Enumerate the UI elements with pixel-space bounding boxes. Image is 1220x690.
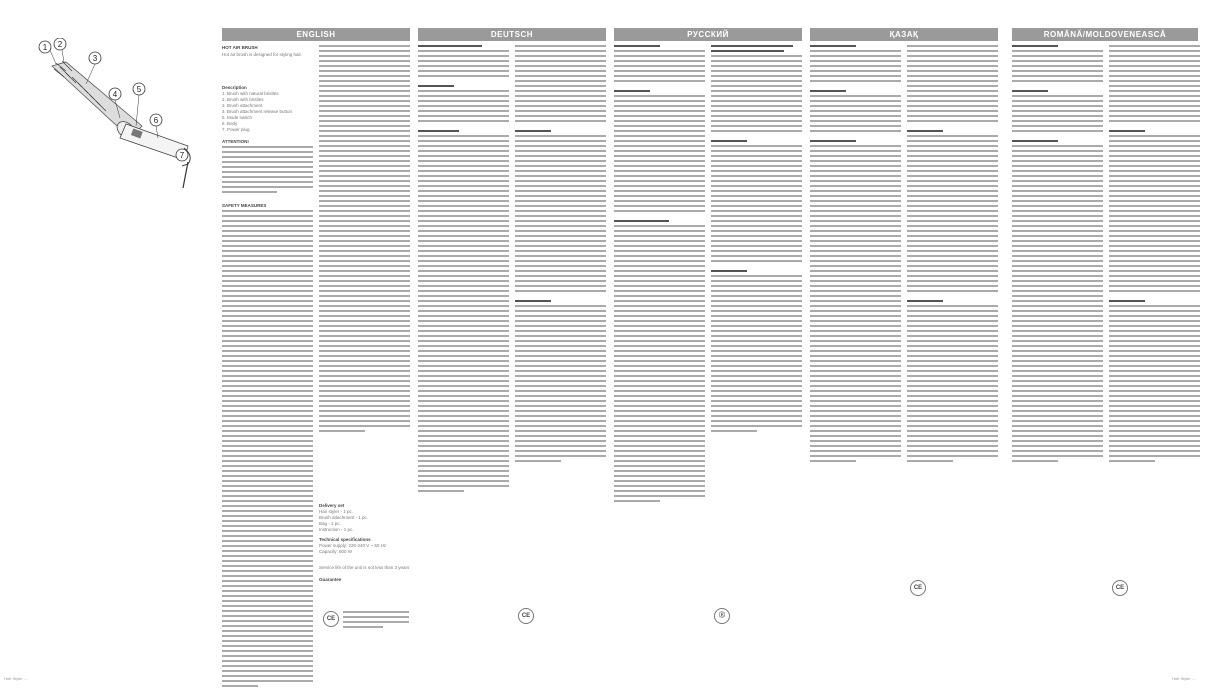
callout-4: 4: [112, 90, 118, 99]
ce-mark-icon: CE: [1112, 580, 1128, 596]
description-heading: Description: [222, 85, 247, 90]
part-5: 5. Mode switch: [222, 115, 253, 120]
ce-mark-icon: CE: [910, 580, 926, 596]
deutsch-text-left: [418, 45, 509, 665]
callout-2: 2: [57, 40, 63, 49]
column-romanian: [1012, 28, 1198, 668]
power-spec: Power supply: 220-240 V ~ 50 Hz: [319, 543, 387, 548]
part-4: 4. Brush attachment release button: [222, 109, 293, 114]
ce-mark-icon: CE: [518, 608, 534, 624]
part-6: 6. Body: [222, 121, 238, 126]
callout-3: 3: [92, 54, 98, 63]
callout-7: 7: [179, 151, 185, 160]
delivery-item-1: Hair styler - 1 pc.: [319, 509, 354, 514]
callout-6: 6: [153, 116, 159, 125]
safety-body: [222, 210, 313, 690]
column-title: ENGLISH: [222, 28, 410, 41]
specs-heading: Technical specifications: [319, 537, 371, 542]
section-heading: HOT AIR BRUSH: [222, 45, 258, 50]
guarantee-heading: Guarantee: [319, 577, 342, 582]
romanian-text-right: [1109, 45, 1200, 665]
part-1: 1. Brush with natural bristles: [222, 91, 279, 96]
part-2: 2. Brush with bristles: [222, 97, 264, 102]
safety-heading: SAFETY MEASURES: [222, 203, 267, 208]
recycling-block: [343, 611, 409, 631]
delivery-item-2: Brush attachment - 1 pc.: [319, 515, 369, 520]
column-title: DEUTSCH: [418, 28, 606, 41]
part-3: 3. Brush attachment: [222, 103, 263, 108]
part-7: 7. Power plug: [222, 127, 250, 132]
column-deutsch: [418, 28, 606, 668]
intro-text: Hot air brush is designed for styling hair.: [222, 52, 303, 57]
attention-heading: ATTENTION!: [222, 139, 249, 144]
footer-left: Hair Styler ....: [4, 676, 29, 681]
column-kazakh: [810, 28, 998, 668]
delivery-item-4: Instruction - 1 pc.: [319, 527, 354, 532]
deutsch-text-right: [515, 45, 606, 665]
delivery-item-3: Bag - 1 pc.: [319, 521, 341, 526]
russian-text-left: [614, 45, 705, 665]
callout-5: 5: [136, 85, 142, 94]
column-title: ROMÂNĂ/MOLDOVENEASCĂ: [1012, 28, 1198, 41]
column-russian: [614, 28, 802, 668]
brushes-body: [319, 45, 410, 435]
english-text-right: [319, 45, 410, 665]
callout-1: 1: [42, 43, 48, 52]
footer-right: Hair Styler ....: [1172, 676, 1197, 681]
kazakh-text-left: [810, 45, 901, 665]
service-life: Service life of the unit is not less than 3 years: [319, 565, 410, 570]
kazakh-text-right: [907, 45, 998, 665]
attention-body: [222, 146, 313, 196]
ce-mark-icon: CE: [323, 611, 339, 627]
column-english: [222, 28, 410, 668]
capacity-spec: Capacity: 800 W: [319, 549, 353, 554]
russian-text-right: [711, 45, 802, 665]
product-illustration: [38, 38, 213, 193]
eac-mark-icon: Ⓔ: [714, 608, 730, 624]
column-title: ҚАЗАҚ: [810, 28, 998, 41]
hot-air-brush-drawing: [52, 61, 190, 188]
column-title: РУССКИЙ: [614, 28, 802, 41]
romanian-text-left: [1012, 45, 1103, 665]
delivery-heading: Delivery set: [319, 503, 345, 508]
english-text-left: [222, 45, 313, 665]
